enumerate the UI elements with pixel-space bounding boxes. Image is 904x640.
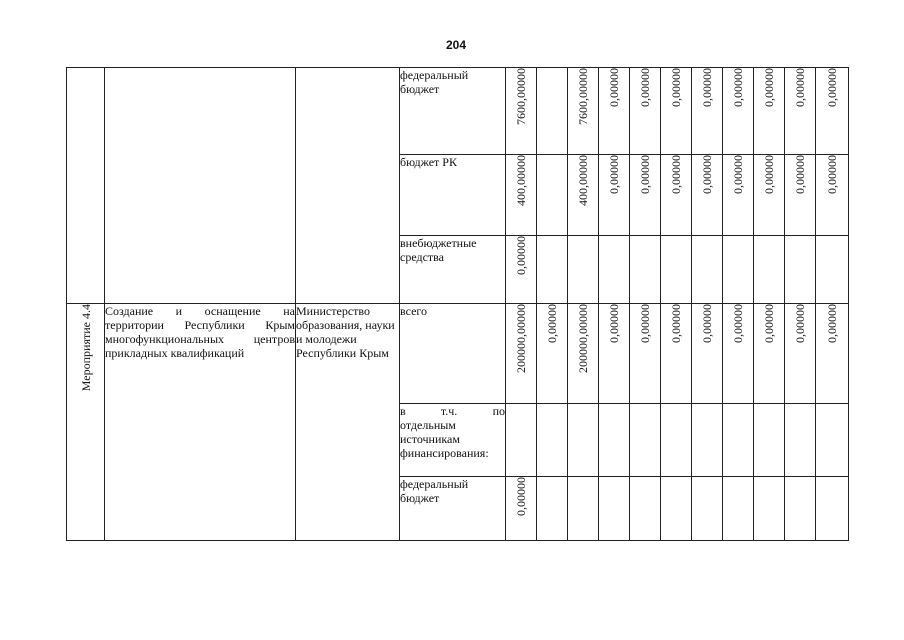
value-cell: 400,00000: [576, 155, 590, 206]
value-cell: 0,00000: [607, 155, 621, 194]
value-cell: 400,00000: [514, 155, 528, 206]
incl-part-2: т.ч.: [440, 404, 458, 418]
source-label: федеральный бюджет: [400, 68, 506, 155]
value-cell: 0,00000: [638, 155, 652, 194]
value-cell: 0,00000: [793, 155, 807, 194]
value-cell: 0,00000: [607, 68, 621, 107]
value-cell: 0,00000: [762, 68, 776, 107]
value-cell: 0,00000: [669, 155, 683, 194]
value-cell: 200000,00000: [576, 304, 590, 373]
value-cell: 0,00000: [545, 304, 559, 343]
incl-rest: отдельным источникам финансирования:: [400, 418, 489, 460]
value-cell: 0,00000: [700, 155, 714, 194]
row-federal-budget-1: [67, 68, 849, 155]
value-cell: 0,00000: [731, 304, 745, 343]
value-cell: 0,00000: [793, 68, 807, 107]
prev-executor-cell: [296, 68, 400, 304]
value-cell: 7600,00000: [576, 68, 590, 125]
incl-part-1: в: [400, 404, 406, 418]
value-cell: 0,00000: [731, 68, 745, 107]
source-label: внебюджетные средства: [400, 236, 506, 304]
value-cell: 0,00000: [700, 68, 714, 107]
value-cell: 0,00000: [514, 236, 528, 275]
value-cell: 0,00000: [825, 68, 839, 107]
source-label-incl: [400, 404, 506, 477]
value-cell: 0,00000: [700, 304, 714, 343]
value-cell: 0,00000: [793, 304, 807, 343]
value-cell: 200000,00000: [514, 304, 528, 373]
row-total: [67, 304, 849, 404]
source-label: федеральный бюджет: [400, 477, 506, 541]
value-cell: 7600,00000: [514, 68, 528, 125]
source-label: бюджет РК: [400, 155, 506, 236]
source-label: всего: [400, 304, 506, 404]
measure-description: Создание и оснащение на территории Республики Крым многофункциональных центров прикладных квалификаций: [105, 304, 296, 541]
value-cell: 0,00000: [825, 304, 839, 343]
value-cell: 0,00000: [669, 304, 683, 343]
value-cell: 0,00000: [825, 155, 839, 194]
value-cell: 0,00000: [762, 304, 776, 343]
value-cell: 0,00000: [514, 477, 528, 516]
value-cell: 0,00000: [638, 304, 652, 343]
measure-label: Мероприятие 4.4: [78, 304, 93, 392]
value-cell: 0,00000: [669, 68, 683, 107]
value-cell: 0,00000: [731, 155, 745, 194]
incl-part-3: по: [492, 404, 505, 418]
value-cell: 0,00000: [607, 304, 621, 343]
page-number: 204: [446, 38, 467, 52]
value-cell: 0,00000: [762, 155, 776, 194]
budget-table: [66, 67, 849, 541]
value-cell: 0,00000: [638, 68, 652, 107]
measure-cell: [67, 304, 105, 541]
measure-executor: Министерство образования, науки и молодежи Республики Крым: [296, 304, 400, 541]
prev-description-cell: [105, 68, 296, 304]
prev-measure-cell: [67, 68, 105, 304]
